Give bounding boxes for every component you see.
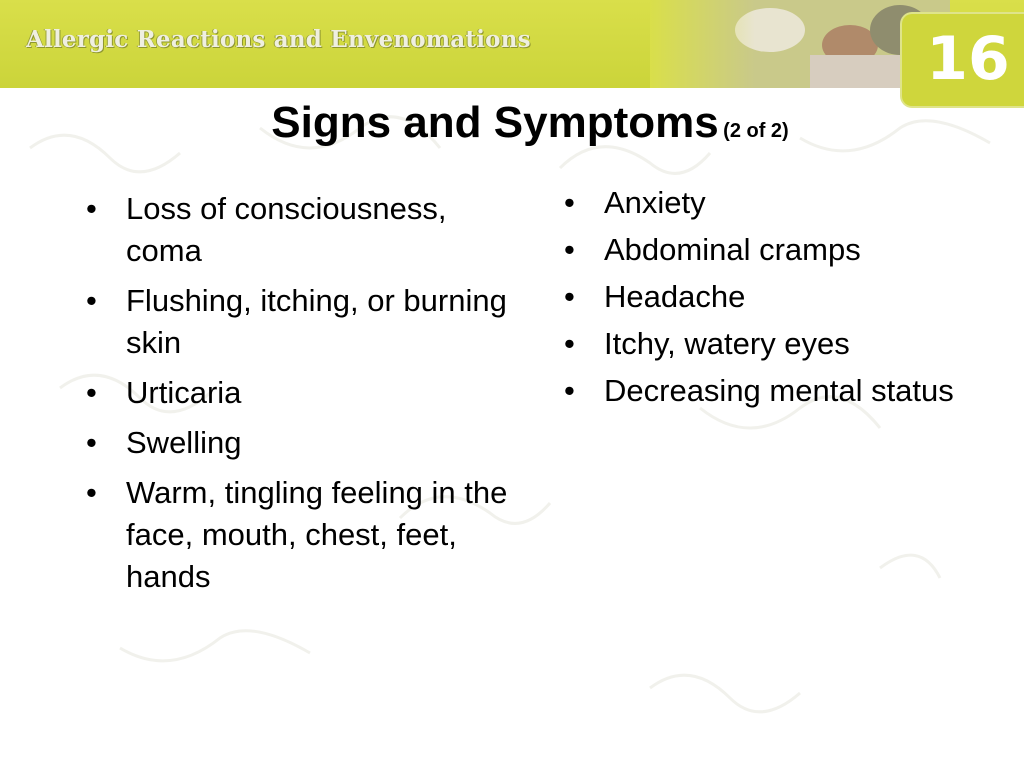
list-item-text: Itchy, watery eyes — [604, 326, 850, 361]
bullet-icon: • — [86, 191, 97, 226]
bullet-icon: • — [564, 232, 575, 267]
list-item-text: Headache — [604, 279, 746, 314]
list-item — [86, 280, 516, 364]
list-item-text: Swelling — [126, 425, 242, 460]
list-item — [564, 323, 984, 365]
list-item — [86, 422, 516, 464]
list-item — [86, 472, 516, 598]
bullet-icon: • — [86, 375, 97, 410]
header-title: Allergic Reactions and Envenomations — [26, 26, 531, 53]
list-item — [564, 370, 984, 412]
list-item-text: Anxiety — [604, 185, 706, 220]
list-item — [564, 182, 984, 224]
left-bullet-list — [86, 188, 516, 606]
right-bullet-list — [564, 182, 984, 417]
list-item-text: Loss of consciousness, coma — [126, 191, 447, 268]
bullet-icon: • — [564, 326, 575, 361]
list-item-text: Decreasing mental status — [604, 373, 954, 408]
slide-title-subtitle: (2 of 2) — [723, 120, 789, 142]
list-item — [86, 372, 516, 414]
bullet-icon: • — [86, 475, 97, 510]
list-item — [86, 188, 516, 272]
bullet-icon: • — [564, 279, 575, 314]
list-item-text: Abdominal cramps — [604, 232, 861, 267]
list-item — [564, 229, 984, 271]
bullet-icon: • — [564, 185, 575, 220]
slide-title — [0, 98, 1024, 148]
list-item-text: Flushing, itching, or burning skin — [126, 283, 507, 360]
bullet-icon: • — [86, 425, 97, 460]
slide-title-main: Signs and Symptoms — [271, 98, 719, 147]
chapter-number: 16 — [926, 24, 1010, 94]
bullet-icon: • — [86, 283, 97, 318]
list-item — [564, 276, 984, 318]
bullet-icon: • — [564, 373, 575, 408]
list-item-text: Urticaria — [126, 375, 242, 410]
list-item-text: Warm, tingling feeling in the face, mouth, chest, feet, hands — [126, 475, 508, 594]
